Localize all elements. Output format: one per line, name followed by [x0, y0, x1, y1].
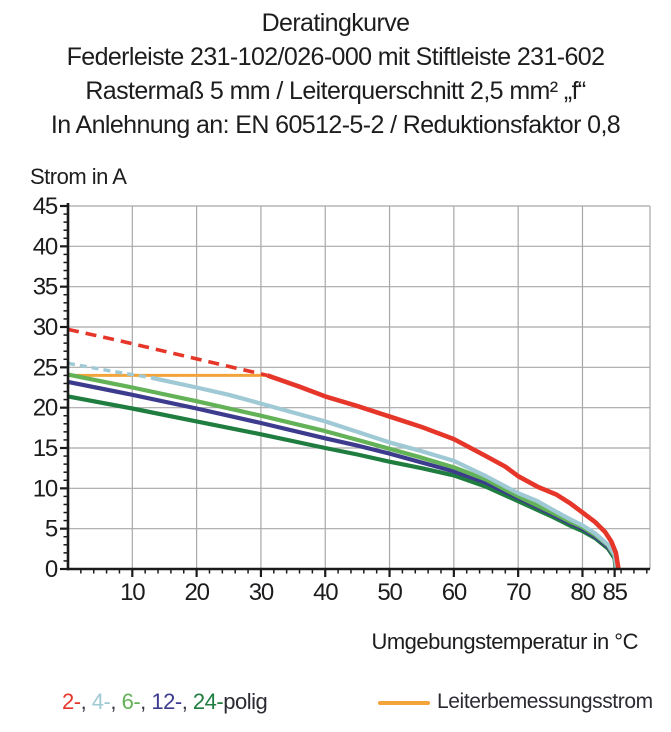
x-tick-label: 60	[441, 579, 467, 606]
legend-separator: ,	[181, 689, 193, 714]
x-tick-label: 70	[506, 579, 531, 606]
legend-separator: ,	[110, 689, 122, 714]
y-tick-label: 35	[32, 273, 57, 301]
y-tick-label: 45	[32, 193, 57, 220]
x-tick-label: 10	[120, 579, 145, 606]
x-tick-label: 85	[602, 579, 627, 606]
title-line-4: In Anlehnung an: EN 60512-5-2 / Reduktionsfaktor 0,8	[50, 111, 621, 139]
y-tick-label: 25	[32, 354, 57, 382]
y-tick-label: 20	[32, 394, 57, 422]
title-line-2: Federleiste 231-102/026-000 mit Stiftleiste 231-602	[66, 43, 605, 71]
rated-current-label: Leiterbemessungsstrom	[437, 690, 653, 713]
legend-separator: ,	[80, 689, 92, 714]
title-line-1: Deratingkurve	[261, 9, 410, 37]
x-tick-label: 40	[313, 579, 338, 606]
x-tick-label: 30	[248, 579, 274, 606]
y-tick-labels	[33, 193, 58, 583]
pole-legend-item-6polig: 6-	[121, 689, 141, 714]
pole-legend-item-4polig: 4-	[91, 689, 111, 714]
pole-legend-item-2polig: 2-	[62, 689, 81, 714]
x-tick-label: 20	[184, 579, 209, 606]
pole-legend	[62, 689, 267, 715]
y-tick-label: 40	[32, 233, 57, 261]
x-tick-label: 50	[377, 579, 402, 606]
y-tick-label: 30	[32, 314, 57, 341]
y-tick-label: 5	[44, 515, 57, 543]
x-tick-labels	[120, 579, 627, 606]
title-line-3: Rastermaß 5 mm / Leiterquerschnitt 2,5 mm² „f“	[85, 77, 586, 105]
pole-legend-item-24polig: 24-	[192, 689, 224, 714]
y-axis-title: Strom in A	[30, 164, 127, 189]
pole-legend-item-12polig: 12-	[151, 689, 182, 714]
x-axis-title: Umgebungstemperatur in °C	[371, 629, 638, 654]
y-tick-label: 15	[32, 435, 57, 462]
y-tick-label: 10	[32, 475, 57, 503]
rated-current-line-swatch	[378, 701, 430, 705]
legend-separator: ,	[140, 689, 152, 714]
y-tick-label: 0	[44, 556, 57, 583]
x-tick-label: 80	[570, 579, 595, 606]
pole-legend-suffix: polig	[223, 689, 268, 714]
